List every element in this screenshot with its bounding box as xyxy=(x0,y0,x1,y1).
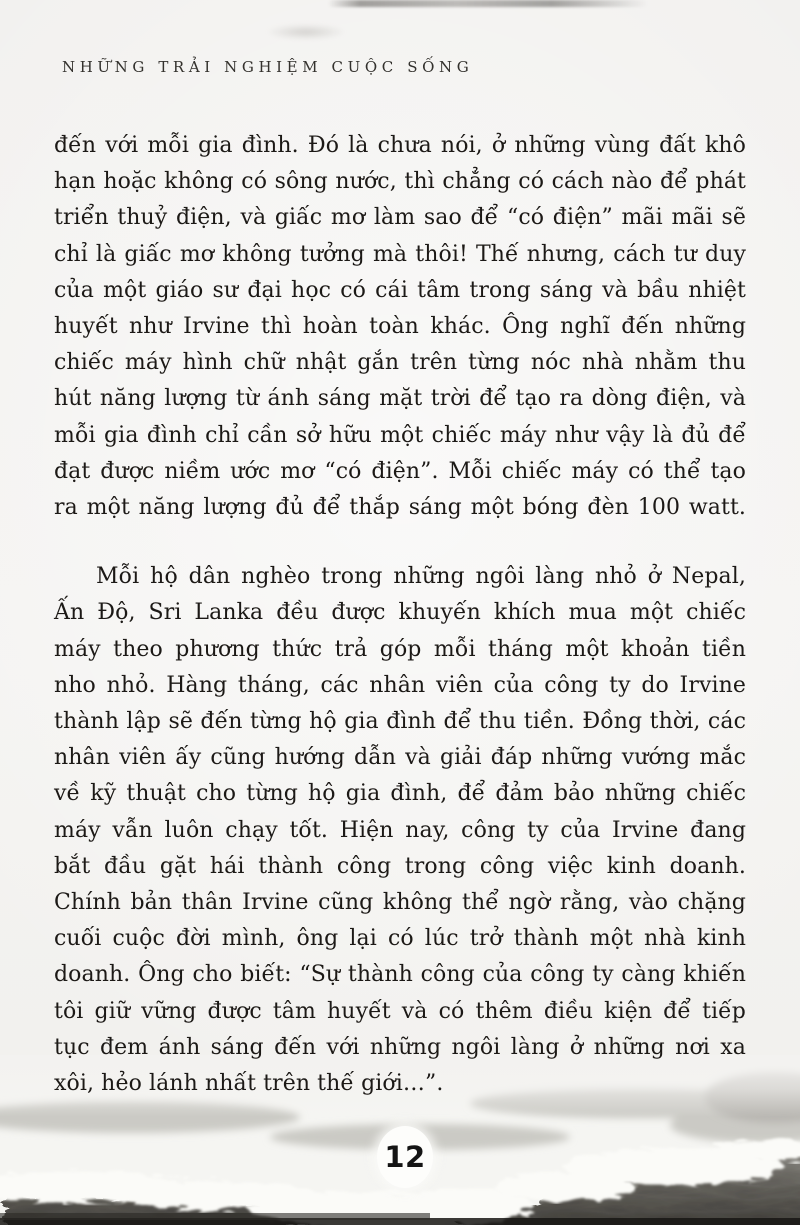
text-line: xôi, hẻo lánh nhất trên thế giới…”. xyxy=(54,1071,444,1097)
text-line: máy theo phương thức trả góp mỗi tháng một khoản tiền xyxy=(54,636,746,662)
text-line: của một giáo sư đại học có cái tâm trong sáng và bầu nhiệt xyxy=(54,277,746,303)
photo-bottom-shadow xyxy=(0,1213,430,1220)
text-line: tục đem ánh sáng đến với những ngôi làng ở những nơi xa xyxy=(54,1034,746,1060)
running-header: NHỮNG TRẢI NGHIỆM CUỘC SỐNG xyxy=(62,58,474,76)
text-line: Chính bản thân Irvine cũng không thể ngờ rằng, vào chặng xyxy=(54,890,746,916)
text-line: cuối cuộc đời mình, ông lại có lúc trở thành một nhà kinh xyxy=(54,926,746,952)
text-line: nhân viên ấy cũng hướng dẫn và giải đáp những vướng mắc xyxy=(54,745,746,771)
text-line: nho nhỏ. Hàng tháng, các nhân viên của công ty do Irvine xyxy=(54,672,746,698)
text-line: đạt được niềm ước mơ “có điện”. Mỗi chiếc máy có thể tạo xyxy=(54,458,746,484)
text-line: đến với mỗi gia đình. Đó là chưa nói, ở những vùng đất khô xyxy=(54,133,746,158)
text-line: bắt đầu gặt hái thành công trong công việc kinh doanh. xyxy=(54,853,746,879)
page-number: 12 xyxy=(384,1140,426,1174)
paragraph-1 xyxy=(54,128,746,526)
text-line: Mỗi hộ dân nghèo trong những ngôi làng nhỏ ở Nepal, xyxy=(96,564,746,590)
page-number-badge xyxy=(377,1126,433,1188)
scan-artifact-smudge xyxy=(266,24,346,40)
text-line: chỉ là giấc mơ không tưởng mà thôi! Thế nhưng, cách tư duy xyxy=(54,241,746,267)
scan-artifact-top-streak xyxy=(328,0,648,7)
text-line: ra một năng lượng đủ để thắp sáng một bóng đèn 100 watt. xyxy=(54,495,746,521)
text-line: hạn hoặc không có sông nước, thì chẳng có cách nào để phát xyxy=(54,169,746,195)
text-line: Ấn Độ, Sri Lanka đều được khuyến khích mua một chiếc xyxy=(54,600,746,626)
text-line: triển thuỷ điện, và giấc mơ làm sao để “có điện” mãi mãi sẽ xyxy=(54,205,746,231)
text-line: huyết như Irvine thì hoàn toàn khác. Ông nghĩ đến những xyxy=(54,314,746,340)
text-line: mỗi gia đình chỉ cần sở hữu một chiếc máy như vậy là đủ để xyxy=(54,422,746,448)
text-line: doanh. Ông cho biết: “Sự thành công của công ty càng khiến xyxy=(54,962,746,988)
text-line: chiếc máy hình chữ nhật gắn trên từng nóc nhà nhằm thu xyxy=(54,350,746,376)
text-line: tôi giữ vững được tâm huyết và có thêm điều kiện để tiếp xyxy=(54,998,746,1024)
text-line: thành lập sẽ đến từng hộ gia đình để thu tiền. Đồng thời, các xyxy=(54,709,746,735)
text-line: về kỹ thuật cho từng hộ gia đình, để đảm bảo những chiếc xyxy=(54,781,746,807)
paragraph-2 xyxy=(54,559,746,1102)
text-line: hút năng lượng từ ánh sáng mặt trời để tạo ra dòng điện, và xyxy=(54,386,746,412)
text-line: máy vẫn luôn chạy tốt. Hiện nay, công ty của Irvine đang xyxy=(54,817,746,843)
body-text xyxy=(54,128,746,1102)
